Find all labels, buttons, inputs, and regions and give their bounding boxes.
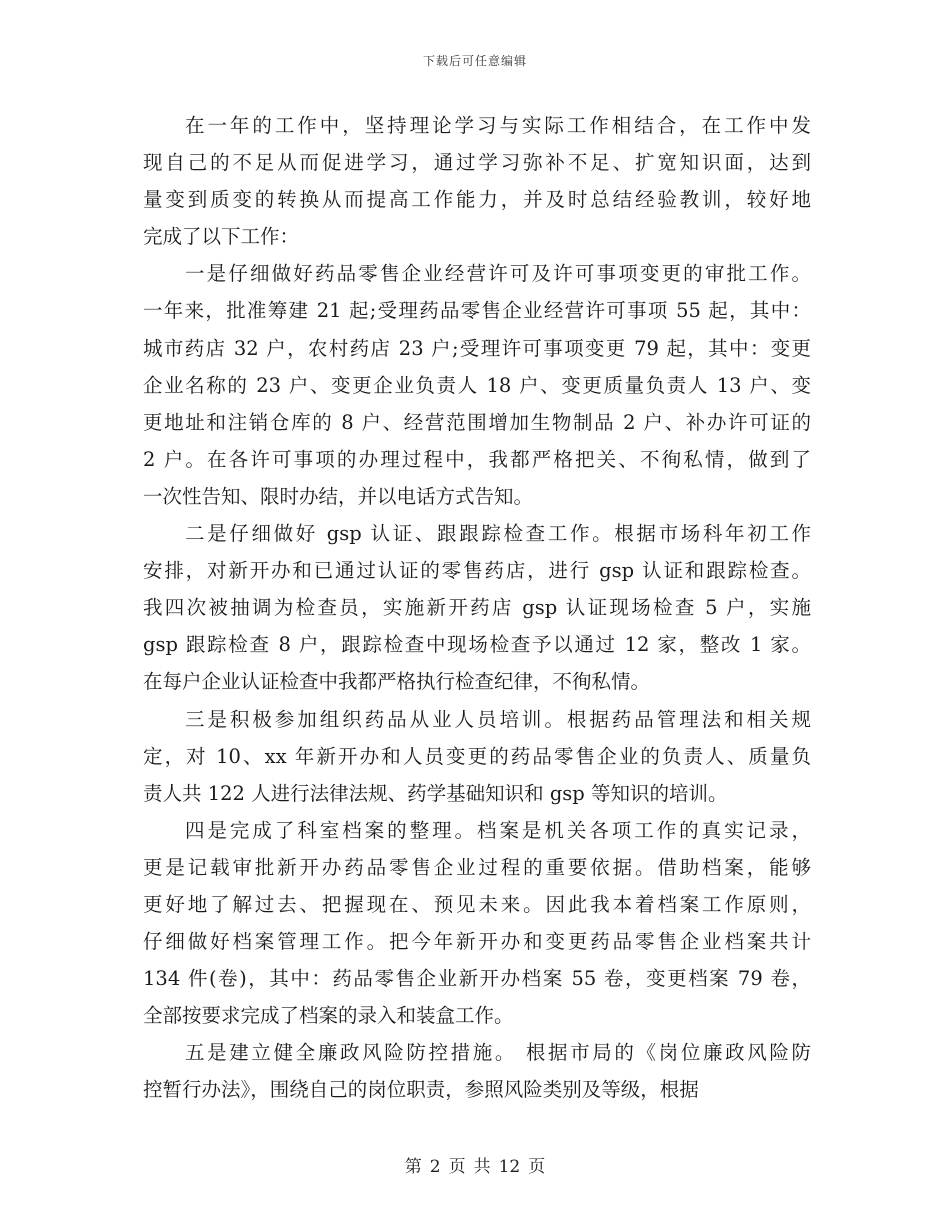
text-line: 在每户企业认证检查中我都严格执行检查纪律，不徇私情。 (143, 670, 651, 694)
footer-label-total: 共 (473, 1157, 491, 1177)
page-footer (0, 1152, 950, 1177)
footer-label-ye-2: 页 (528, 1157, 546, 1177)
text-line: 仔细做好档案管理工作。把今年新开办和变更药品零售企业档案共计 (143, 930, 811, 954)
footer-label-page: 第 (404, 1157, 422, 1177)
text-line: 城市药店 32 户，农村药店 23 户;受理许可事项变更 79 起，其中：变更 (143, 336, 811, 360)
footer-total-pages: 12 (498, 1157, 521, 1177)
text-line: 四是完成了科室档案的整理。档案是机关各项工作的真实记录， (185, 818, 811, 842)
text-line: 三是积极参加组织药品从业人员培训。根据药品管理法和相关规 (185, 707, 811, 731)
text-line: 2 户。在各许可事项的办理过程中，我都严格把关、不徇私情，做到了 (143, 447, 811, 471)
text-line: 一是仔细做好药品零售企业经营许可及许可事项变更的审批工作。 (185, 262, 811, 286)
text-line: 完成了以下工作： (143, 225, 300, 249)
text-line: 一次性告知、限时办结，并以电话方式告知。 (143, 484, 534, 508)
text-line: 二是仔细做好 gsp 认证、跟跟踪检查工作。根据市场科年初工作 (185, 522, 811, 546)
text-line: 安排，对新开办和已通过认证的零售药店，进行 gsp 认证和跟踪检查。 (143, 559, 811, 583)
document-body (143, 107, 811, 1109)
text-line: 一年来，批准筹建 21 起;受理药品零售企业经营许可事项 55 起，其中： (143, 299, 811, 323)
text-line: 全部按要求完成了档案的录入和装盒工作。 (143, 1004, 514, 1028)
text-line: 更地址和注销仓库的 8 户、经营范围增加生物制品 2 户、补办许可证的 (143, 410, 811, 434)
text-line: 现自己的不足从而促进学习，通过学习弥补不足、扩宽知识面，达到 (143, 151, 811, 175)
text-line: 五是建立健全廉政风险防控措施。 根据市局的《岗位廉政风险防 (185, 1041, 811, 1065)
text-line: 更好地了解过去、把握现在、预见未来。因此我本着档案工作原则， (143, 892, 811, 916)
text-line: gsp 跟踪检查 8 户，跟踪检查中现场检查予以通过 12 家，整改 1 家。 (143, 633, 811, 657)
text-line: 在一年的工作中，坚持理论学习与实际工作相结合，在工作中发 (185, 114, 811, 137)
text-line: 更是记载审批新开办药品零售企业过程的重要依据。借助档案，能够 (143, 855, 811, 879)
text-line: 134 件(卷)，其中：药品零售企业新开办档案 55 卷，变更档案 79 卷， (143, 967, 811, 991)
footer-label-ye: 页 (448, 1157, 466, 1177)
text-line: 责人共 122 人进行法律法规、药学基础知识和 gsp 等知识的培训。 (143, 781, 728, 805)
footer-current-page: 2 (429, 1157, 441, 1177)
page-header: 下载后可任意编辑 (422, 54, 527, 68)
text-line: 控暂行办法》，围绕自己的岗位职责，参照风险类别及等级，根据 (143, 1078, 699, 1102)
text-line: 量变到质变的转换从而提高工作能力，并及时总结经验教训，较好地 (143, 188, 811, 212)
text-line: 我四次被抽调为检查员，实施新开药店 gsp 认证现场检查 5 户，实施 (143, 596, 811, 620)
text-line: 企业名称的 23 户、变更企业负责人 18 户、变更质量负责人 13 户、变 (143, 373, 811, 397)
text-line: 定，对 10、xx 年新开办和人员变更的药品零售企业的负责人、质量负 (143, 744, 811, 768)
